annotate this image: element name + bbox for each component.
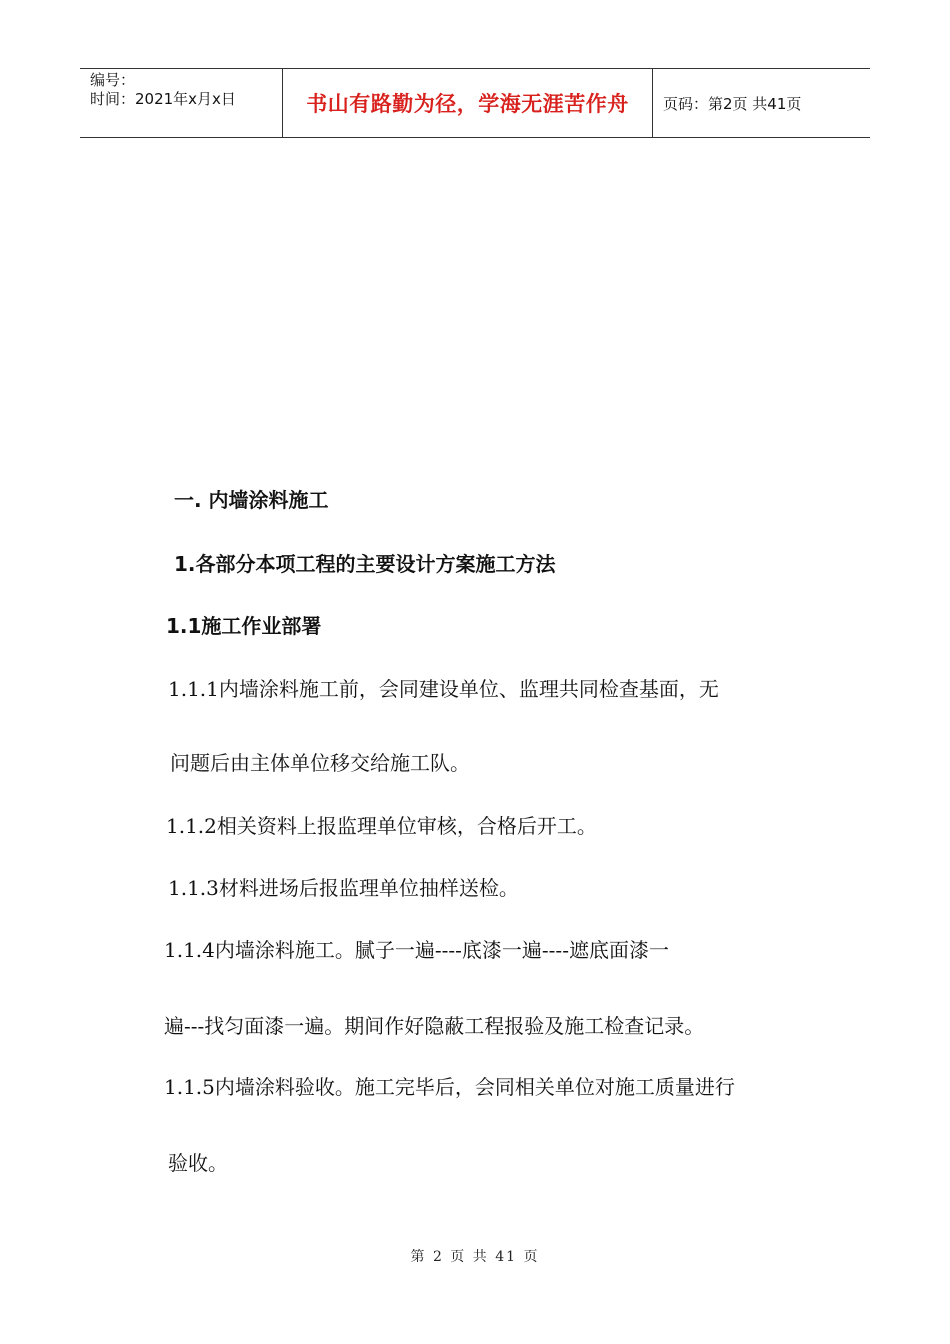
header-page-info: 页码：第2页 共41页: [663, 94, 802, 113]
section-heading-1: 一. 内墙涂料施工: [174, 488, 329, 512]
paragraph-item-1-line-2: 问题后由主体单位移交给施工队。: [170, 751, 470, 775]
section-heading-3: 1.1施工作业部署: [166, 614, 322, 638]
document-time-label: 时间：2021年x月x日: [90, 90, 236, 108]
header-motto: 书山有路勤为径，学海无涯苦作舟: [282, 69, 653, 137]
paragraph-item-4-line-1: 1.1.4内墙涂料施工。腻子一遍----底漆一遍----遮底面漆一: [164, 938, 669, 962]
paragraph-item-3: 1.1.3材料进场后报监理单位抽样送检。: [168, 876, 519, 900]
paragraph-item-1-line-1: 1.1.1内墙涂料施工前，会同建设单位、监理共同检查基面，无: [168, 677, 719, 701]
paragraph-item-4-line-2: 遍---找匀面漆一遍。期间作好隐蔽工程报验及施工检查记录。: [164, 1014, 705, 1038]
paragraph-item-2: 1.1.2相关资料上报监理单位审核，合格后开工。: [166, 814, 597, 838]
page-header: [80, 68, 870, 138]
document-number-label: 编号：: [90, 71, 136, 89]
header-meta: [80, 69, 282, 137]
page-footer: 第 2 页 共 41 页: [410, 1249, 540, 1265]
paragraph-item-5-line-2: 验收。: [168, 1151, 228, 1175]
section-heading-2: 1.各部分本项工程的主要设计方案施工方法: [174, 552, 556, 576]
paragraph-item-5-line-1: 1.1.5内墙涂料验收。施工完毕后，会同相关单位对施工质量进行: [164, 1075, 735, 1099]
